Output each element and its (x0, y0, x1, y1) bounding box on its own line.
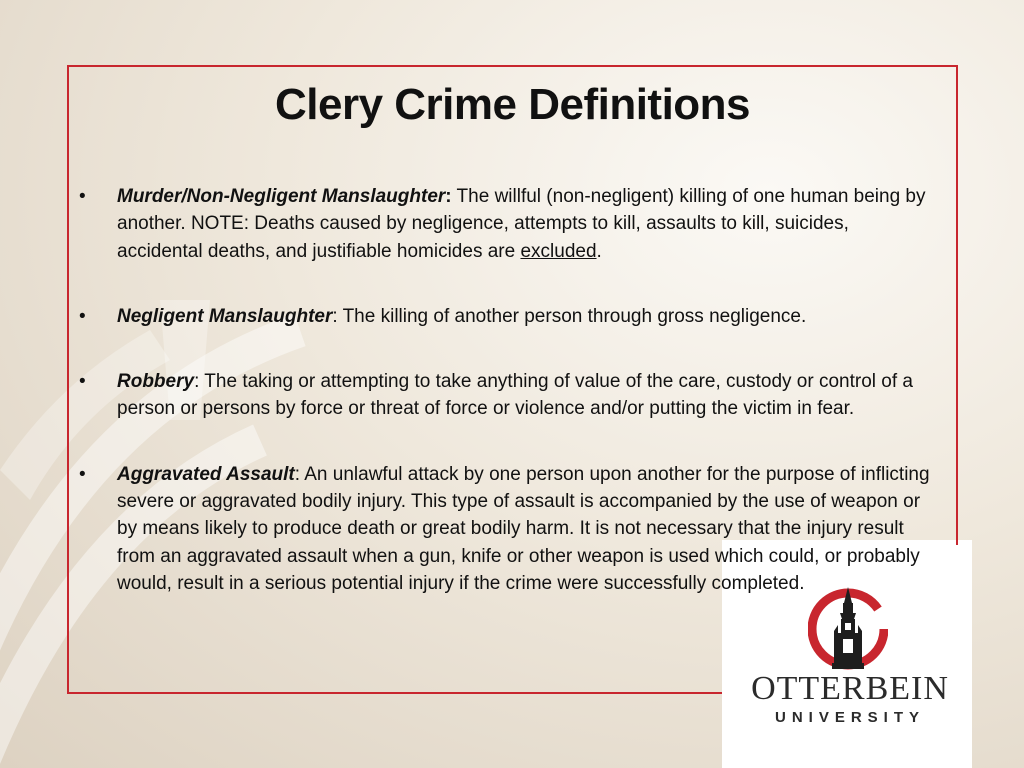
bullet-dot: • (79, 186, 86, 207)
definition-text: The willful (non-negligent) killing of one human being by another. NOTE: Deaths caused by negligence, attempts to kill, assaults to kill, suicides, accidental deaths, and justifiable homicides are (117, 186, 926, 262)
definition-term: Aggravated Assault (117, 463, 295, 485)
definition-item-robbery (75, 368, 935, 423)
logo-subtitle: UNIVERSITY (774, 709, 925, 726)
term-separator: : (194, 371, 200, 393)
term-separator: : (332, 305, 338, 327)
definition-text: The killing of another person through gross negligence. (337, 305, 807, 327)
definition-text-end: . (596, 240, 602, 262)
term-separator: : (294, 463, 301, 485)
tower-arch-icon (808, 585, 888, 671)
definition-term: Robbery (117, 371, 195, 393)
definition-underlined: excluded (520, 240, 597, 262)
bullet-dot: • (79, 463, 86, 485)
definition-item-murder (75, 183, 935, 265)
definition-text: An unlawful attack by one person upon another for the purpose of inflicting severe or aggravated bodily injury. This type of assault is accompanied by the use of weapon or by means likely to produce death or great bodily harm. It is not necessary that the injury result from an aggravated assault when a gun, knife or other weapon is used which could, or probably would, result in a serious potential injury if the crime were successfully completed. (117, 463, 930, 594)
logo-wordmark: OTTERBEIN (751, 670, 949, 707)
definition-term: Murder/Non-Negligent Manslaughter (117, 186, 446, 207)
definition-term: Negligent Manslaughter (117, 305, 333, 327)
term-separator: : (445, 186, 452, 207)
definition-text: The taking or attempting to take anything of value of the care, custody or control of a person or persons by force or threat of force or violence and/or putting the victim in fear. (117, 371, 913, 420)
definition-item-aggravated-assault (75, 461, 935, 597)
university-logo (735, 585, 965, 735)
definition-item-negligent-manslaughter (75, 303, 935, 330)
definition-list (75, 183, 935, 635)
bullet-dot: • (79, 305, 86, 327)
slide-title: Clery Crime Definitions (274, 80, 751, 129)
bullet-dot: • (79, 371, 86, 393)
